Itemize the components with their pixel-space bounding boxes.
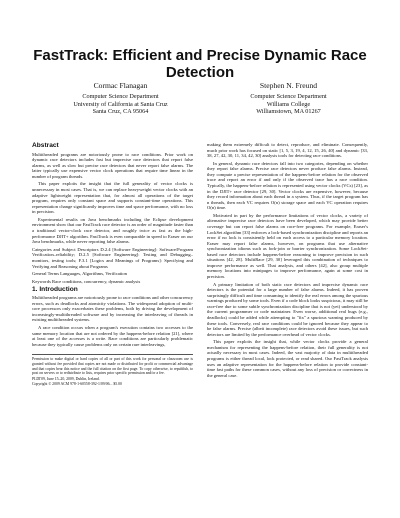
author-name: Cormac Flanagan: [93, 81, 148, 90]
body-paragraph: Motivated in part by the performance limitations of vector clocks, a variety of alternative imprecise race detectors have been developed, which may provide better coverage but can report false alarms on race-free programs. For example, Eraser's LockSet algorithm [33] enforces a lock-based synchronization discipline and reports an error if no lock is consistently held on each access to a particular memory location. Eraser may report false alarms, however, on programs that use alternative synchronization idioms such as fork-join or barrier synchronization. Some LockSet-based race detectors include happens-before reasoning to improve precision in such situations [42, 28]. MultiRace [29, 30] leveraged this combination of techniques to improve performance as well. That analysis, and others [42], also group multiple memory locations into minipages to improve performance, again at some cost in precision.: [207, 212, 368, 279]
author-affiliation: Computer Science Department: [250, 93, 327, 101]
author-affiliation: Santa Cruz, CA 95064: [92, 108, 149, 116]
author-affiliation: Williams College: [266, 100, 311, 108]
copyright-footnote: [32, 354, 193, 387]
abstract-heading: Abstract: [32, 142, 59, 149]
right-column: [207, 142, 368, 502]
footnote-line: PLDI'09, June 15–20, 2009, Dublin, Ireland.: [32, 376, 100, 381]
body-columns: [32, 142, 368, 502]
general-terms: General Terms Languages, Algorithms, Verification: [32, 271, 127, 277]
paper-title: FastTrack: Efficient and Precise Dynamic Race Detection: [33, 47, 367, 81]
body-paragraph: making them extremely difficult to detect, reproduce, and eliminate. Consequently, much prior work has focused on static [1, 5, 3, 19, 4, 12, 15, 26, 40] and dynamic [33, 38, 27, 42, 30, 11, 34, 42, 30] analysis tools for detecting race conditions.: [207, 142, 368, 159]
author-name: Stephen N. Freund: [259, 81, 318, 90]
body-paragraph: A primary limitation of both static race detectors and imprecise dynamic race detectors is the potential for a large number of false alarms. Indeed, it has proven surprisingly difficult and time consuming to identify the real errors among the spurious warnings produced by some tools. Even if a code block looks suspicious, it may still be race-free due to some subtle synchronization discipline that is not (yet) understood by the current programmer or code maintainer. Even worse, additional real bugs (e.g., deadlocks) could be added while attempting to "fix" a spurious warning produced by these tools. Conversely, real race conditions could be ignored because they appear to be false alarms. Precise (albeit incomplete) race detectors avoid these issues, but such detectors are limited by the performance overhead of vector clocks.: [207, 281, 368, 337]
intro-heading: 1. Introduction: [32, 285, 78, 293]
author-2: [250, 82, 326, 116]
intro-paragraph: A race condition occurs when a program's execution contains two accesses to the same memory location that are not ordered by the happens-before relation [21], where at least one of the accesses is a write. Race conditions are particularly problematic because they typically cause problems only on certain rare interleavings,: [32, 325, 193, 347]
abstract-paragraph: This paper exploits the insight that the full generality of vector clocks is unnecessary in most cases. That is, we can replace heavyweight vector clocks with an adaptive lightweight representation that, for almost all operations of the target program, requires only constant space and supports constant-time operations. This representation change significantly improves time and space performance, with no loss in precision.: [32, 181, 193, 215]
keywords: Keywords Race conditions, concurrency, dynamic analysis: [32, 278, 141, 284]
abstract-paragraph: Multithreaded programs are notoriously prone to race conditions. Prior work on dynamic race detectors includes fast but imprecise race detectors that report false alarms, as well as slow but precise race detectors that never report false alarms. The latter typically use expensive vector clock operations that require time linear in the number of program threads.: [32, 151, 193, 179]
author-affiliation: University of California at Santa Cruz: [73, 100, 168, 108]
categories: Categories and Subject Descriptors D.2.4 [Software Engineering]: Software/Program Verification–reliability; D.2.5 [Software Engineering]: Testing and Debugging–monitors, testing tools; F.3.1 [Logics and Meanings of Programs]: Specifying and Verifying and Reasoning about Programs: [32, 246, 193, 269]
author-1: [73, 82, 167, 116]
abstract-paragraph: Experimental results on Java benchmarks including the Eclipse development environment show that our FastTrack race detector is an order of magnitude faster than a traditional vector-clock race detector, and roughly twice as fast as the high-performance DJIT+ algorithm. FastTrack is even comparable in speed to Eraser on our Java benchmarks, while never reporting false alarms.: [32, 216, 193, 245]
body-paragraph: This paper exploits the insight that, while vector clocks provide a general mechanism for representing the happens-before relation, their full generality is not actually necessary in most cases. Indeed, the vast majority of data in multithreaded programs is either thread local, lock protected, or read shared. Our FastTrack analysis uses an adaptive representation for the happens-before relation to provide constant-time fast paths for these common cases, without any loss of precision or correctness in the general case.: [207, 339, 368, 378]
body-paragraph: In general, dynamic race detectors fall into two categories, depending on whether they report false alarms. Precise race detectors never produce false alarms. Instead, they compute a precise representation of the happens-before relation for the observed trace and report an error if and only if the observed trace has a race condition. Typically, the happens-before relation is represented using vector clocks (VCs) [23], as in the DJIT+ race detector [29, 30]. Vector clocks are expensive, however, because they record information about each thread in a system. Thus, if the target program has n threads, then each VC requires O(n) storage space and each VC operation requires O(n) time.: [207, 160, 368, 211]
footnote-line: Copyright © 2009 ACM 978-1-60558-392-1/09/06... $5.00: [32, 382, 122, 387]
author-block: [32, 82, 368, 116]
author-affiliation: Williamstown, MA 01267: [256, 108, 321, 116]
left-column: [32, 142, 193, 502]
footnote-line: Permission to make digital or hard copies of all or part of this work for personal or classroom use is granted without fee provided that copies are not made or distributed for profit or commercial advantage and that copies bear this notice and the full citation on the first page. To copy otherwise, to republish, to post on servers or to redistribute to lists, requires prior specific permission and/or a fee.: [32, 357, 193, 376]
author-affiliation: Computer Science Department: [82, 93, 159, 101]
intro-paragraph: Multithreaded programs are notoriously prone to race conditions and other concurrency errors, such as deadlocks and atomicity violations. The widespread adoption of multi-core processors only exacerbates these problems, both by driving the development of increasingly-multithreaded software and by increasing the interleaving of threads in existing multithreaded systems.: [32, 295, 193, 323]
